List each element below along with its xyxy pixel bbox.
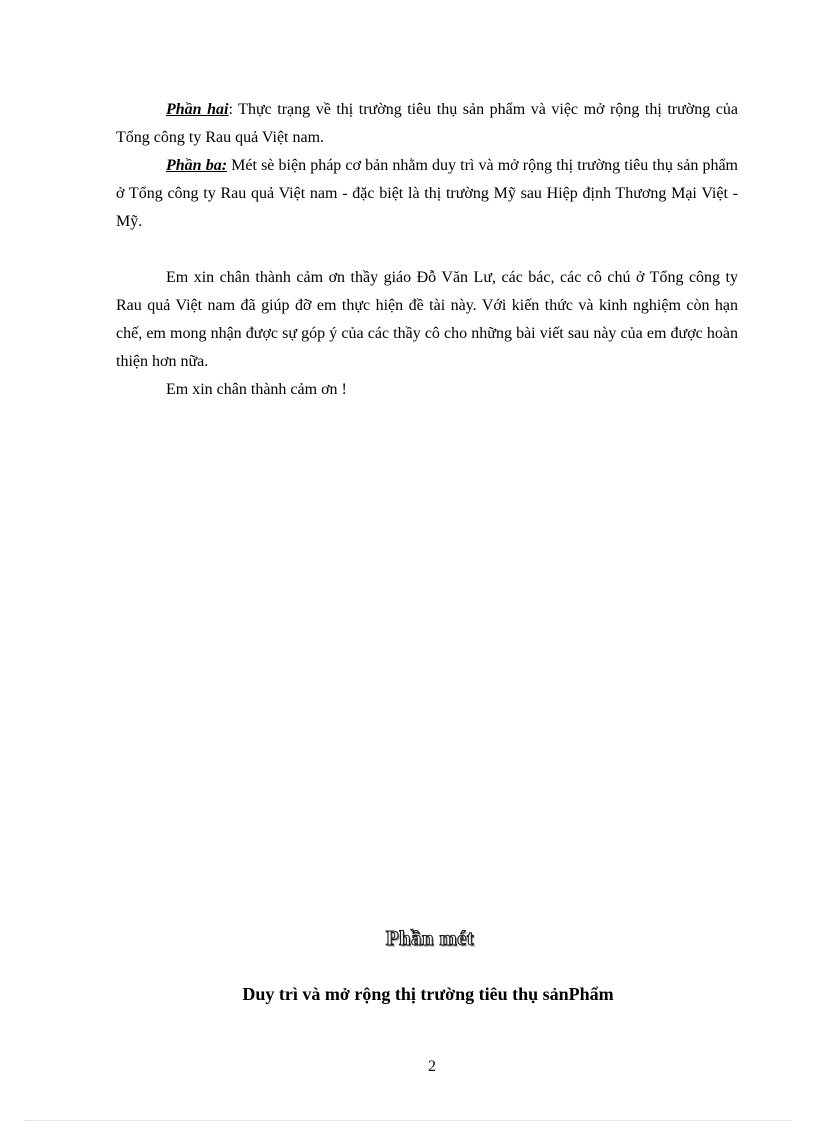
part-three-text: Mét sè biện pháp cơ bản nhằm duy trì và mở rộng thị trường tiêu thụ sản phẩm ở Tổng công ty Rau quả Việt nam - đặc biệt là thị trường Mỹ sau Hiệp định Thương Mại Việt - Mỹ. (116, 157, 738, 230)
acknowledgement-text: Em xin chân thành cảm ơn thầy giáo Đỗ Văn Lư, các bác, các cô chú ở Tổng công ty Rau quả Việt nam đã giúp đỡ em thực hiện đề tài này. Với kiến thức và kinh nghiệm còn hạn chế, em mong nhận được sự góp ý của các thầy cô cho những bài viết sau này của em được hoàn thiện hơn nữa. (116, 269, 738, 370)
paragraph-part-three (116, 152, 738, 236)
page-number: 2 (428, 1058, 436, 1075)
part-three-heading: Phần ba: (166, 157, 228, 174)
body-text (116, 96, 738, 404)
part-two-text: Thực trạng về thị trường tiêu thụ sản phẩm và việc mở rộng thị trường của Tổng công ty Rau quả Việt nam. (116, 101, 738, 146)
paragraph-thanks (116, 376, 738, 404)
paragraph-acknowledgement (116, 264, 738, 376)
part-two-heading: Phần hai (166, 101, 229, 118)
thanks-text: Em xin chân thành cảm ơn ! (166, 381, 347, 398)
section-subtitle: Duy trì và mở rộng thị trường tiêu thụ sảnPhẩm (242, 984, 614, 1004)
section-title: Phần mét (385, 926, 475, 950)
paragraph-part-two (116, 96, 738, 152)
page-bottom-divider (24, 1120, 792, 1121)
part-two-colon: : (228, 101, 233, 118)
